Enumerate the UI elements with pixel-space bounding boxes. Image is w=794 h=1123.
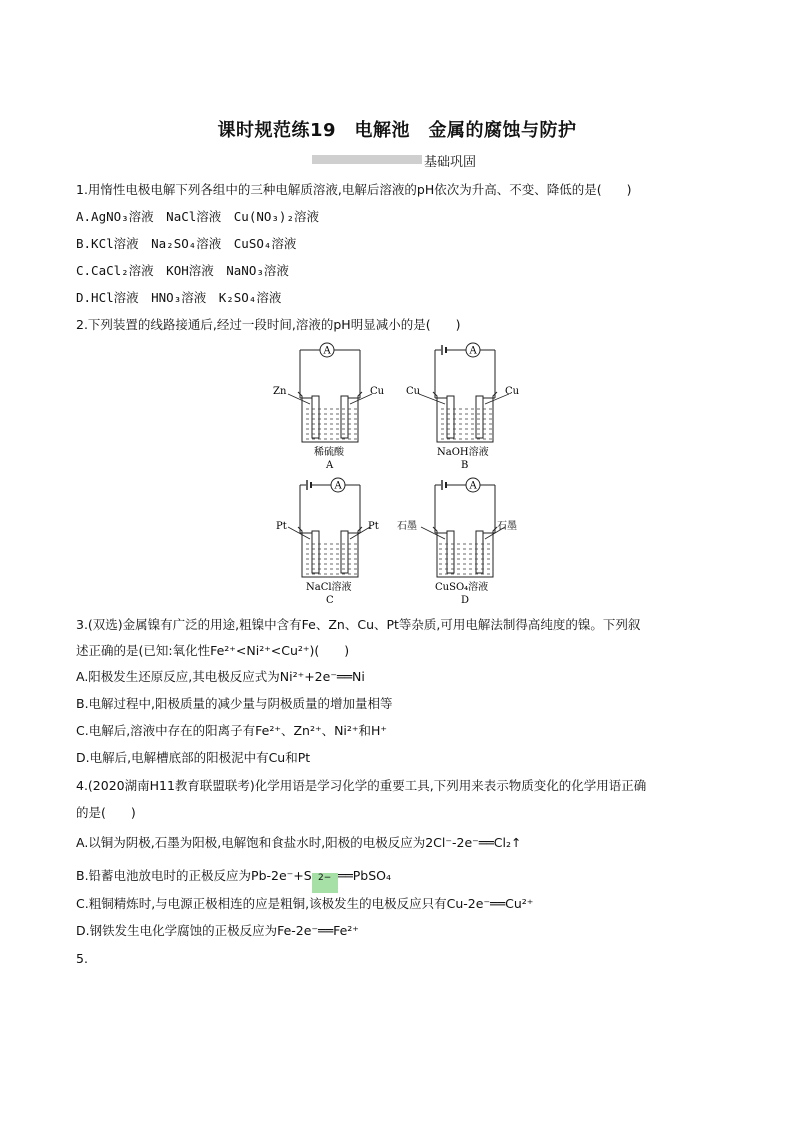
meter-label: A	[323, 345, 331, 357]
q3-option-a: A.阳极发生还原反应,其电极反应式为Ni²⁺+2e⁻══Ni	[76, 669, 365, 684]
meter-label: A	[469, 345, 477, 357]
q1-option-a: A.AgNO₃溶液 NaCl溶液 Cu(NO₃)₂溶液	[76, 209, 319, 224]
figure-label: A	[326, 460, 334, 471]
q3-stem-line2: 述正确的是(已知:氧化性Fe²⁺<Ni²⁺<Cu²⁺)( )	[76, 643, 350, 658]
q5-stem: 5.	[76, 951, 88, 966]
figure-label: C	[326, 595, 334, 606]
section-label: 基础巩固	[424, 155, 477, 170]
electrode-label-right: Pt	[368, 521, 379, 532]
electrode-label-left: Pt	[276, 521, 287, 532]
q2-stem: 2.下列装置的线路接通后,经过一段时间,溶液的pH明显减小的是( )	[76, 317, 461, 332]
figure-label: B	[461, 460, 469, 471]
apparatus-a	[270, 342, 390, 472]
q4-option-b-product: ══PbSO₄	[337, 868, 391, 883]
meter-label: A	[469, 480, 477, 492]
solution-label: NaCl溶液	[306, 582, 352, 593]
apparatus-d	[397, 477, 527, 607]
q3-option-c: C.电解后,溶液中存在的阳离子有Fe²⁺、Zn²⁺、Ni²⁺和H⁺	[76, 723, 388, 738]
highlight-box: 2−	[312, 873, 338, 893]
q4-option-c: C.粗铜精炼时,与电源正极相连的应是粗铜,该极发生的电极反应只有Cu-2e⁻══Cu²⁺	[76, 896, 534, 911]
q1-stem: 1.用惰性电极电解下列各组中的三种电解质溶液,电解后溶液的pH依次为升高、不变、降低的是( )	[76, 182, 632, 197]
electrode-label-right: 石墨	[497, 521, 517, 532]
electrode-label-right: Cu	[505, 386, 520, 397]
q4-option-b	[76, 868, 391, 899]
electrode-label-left: Zn	[273, 386, 287, 397]
q1-option-b: B.KCl溶液 Na₂SO₄溶液 CuSO₄溶液	[76, 236, 297, 251]
page-title: 课时规范练19 电解池 金属的腐蚀与防护	[217, 120, 577, 141]
solution-label: CuSO₄溶液	[435, 582, 489, 593]
q3-option-d: D.电解后,电解槽底部的阳极泥中有Cu和Pt	[76, 750, 311, 765]
q4-option-a: A.以铜为阴极,石墨为阳极,电解饱和食盐水时,阳极的电极反应为2Cl⁻-2e⁻══Cl₂↑	[76, 835, 522, 850]
solution-label: NaOH溶液	[437, 447, 489, 458]
q4-stem-line1: 4.(2020湖南H11教育联盟联考)化学用语是学习化学的重要工具,下列用来表示物质变化的化学用语正确	[76, 778, 647, 793]
figure-label: D	[461, 595, 470, 606]
q3-option-b: B.电解过程中,阳极质量的减少量与阴极质量的增加量相等	[76, 696, 393, 711]
q1-option-c: C.CaCl₂溶液 KOH溶液 NaNO₃溶液	[76, 263, 289, 278]
apparatus-c	[270, 477, 390, 607]
section-divider	[312, 155, 422, 164]
apparatus-b	[405, 342, 525, 472]
electrode-label-right: Cu	[370, 386, 385, 397]
q4-stem-line2: 的是( )	[76, 805, 136, 820]
q3-stem-line1: 3.(双选)金属镍有广泛的用途,粗镍中含有Fe、Zn、Cu、Pt等杂质,可用电解法制得高纯度的镍。下列叙	[76, 617, 641, 632]
q1-option-d: D.HCl溶液 HNO₃溶液 K₂SO₄溶液	[76, 290, 282, 305]
solution-label: 稀硫酸	[314, 447, 344, 458]
q4-option-d: D.钢铁发生电化学腐蚀的正极反应为Fe-2e⁻══Fe²⁺	[76, 923, 359, 938]
electrode-label-left: 石墨	[397, 521, 417, 532]
electrode-label-left: Cu	[406, 386, 421, 397]
meter-label: A	[334, 480, 342, 492]
q4-option-b-text: B.铅蓄电池放电时的正极反应为Pb-2e⁻+S	[76, 868, 312, 883]
